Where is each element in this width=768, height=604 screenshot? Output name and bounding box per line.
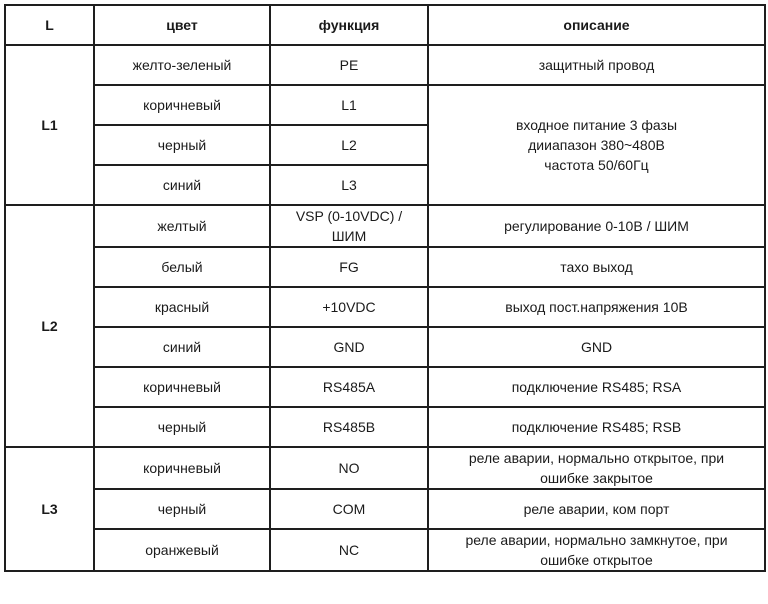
table-row	[5, 45, 765, 85]
table-row	[5, 529, 765, 571]
cell-function: L2	[270, 125, 428, 165]
description-line: дииапазон 380~480В	[528, 137, 665, 153]
cell-description-merged	[428, 85, 765, 205]
cell-description: тахо выход	[428, 247, 765, 287]
function-line: VSP (0-10VDC) /	[295, 208, 403, 224]
table-row	[5, 489, 765, 529]
table-row	[5, 287, 765, 327]
cell-color: желто-зеленый	[94, 45, 270, 85]
cell-function: L1	[270, 85, 428, 125]
cell-description: регулирование 0-10В / ШИМ	[428, 205, 765, 247]
header-row	[5, 5, 765, 45]
cell-color: красный	[94, 287, 270, 327]
cell-description: подключение RS485; RSA	[428, 367, 765, 407]
cell-color: черный	[94, 407, 270, 447]
cell-function: NO	[270, 447, 428, 489]
cell-description: реле аварии, ком порт	[428, 489, 765, 529]
header-color: цвет	[94, 5, 270, 45]
wiring-table	[4, 4, 766, 572]
cell-function: +10VDC	[270, 287, 428, 327]
description-line: ошибке закрытое	[540, 470, 653, 486]
table-row	[5, 407, 765, 447]
cell-function: COM	[270, 489, 428, 529]
header-group: L	[5, 5, 94, 45]
group-label-l2: L2	[5, 205, 94, 447]
description-line: ошибке открытое	[540, 552, 653, 568]
table-row	[5, 447, 765, 489]
header-function: функция	[270, 5, 428, 45]
cell-function: RS485A	[270, 367, 428, 407]
cell-color: синий	[94, 165, 270, 205]
cell-color: желтый	[94, 205, 270, 247]
description-line: частота 50/60Гц	[544, 157, 649, 173]
table-row	[5, 205, 765, 247]
cell-description: GND	[428, 327, 765, 367]
header-description: описание	[428, 5, 765, 45]
description-line: реле аварии, нормально замкнутое, при	[465, 532, 728, 548]
cell-description: защитный провод	[428, 45, 765, 85]
description-line: входное питание 3 фазы	[515, 117, 678, 133]
cell-description	[428, 529, 765, 571]
cell-function: NC	[270, 529, 428, 571]
table-row	[5, 327, 765, 367]
description-line: реле аварии, нормально открытое, при	[468, 450, 725, 466]
cell-function: RS485B	[270, 407, 428, 447]
cell-description: выход пост.напряжения 10В	[428, 287, 765, 327]
cell-function	[270, 205, 428, 247]
cell-color: синий	[94, 327, 270, 367]
table-row	[5, 247, 765, 287]
group-label-l1: L1	[5, 45, 94, 205]
cell-function: GND	[270, 327, 428, 367]
table-row	[5, 85, 765, 125]
table-row	[5, 367, 765, 407]
cell-function: FG	[270, 247, 428, 287]
cell-color: черный	[94, 125, 270, 165]
cell-description: подключение RS485; RSB	[428, 407, 765, 447]
cell-color: белый	[94, 247, 270, 287]
function-line: ШИМ	[331, 228, 367, 244]
cell-description	[428, 447, 765, 489]
cell-color: черный	[94, 489, 270, 529]
group-label-l3: L3	[5, 447, 94, 571]
cell-color: коричневый	[94, 447, 270, 489]
cell-function: PE	[270, 45, 428, 85]
cell-function: L3	[270, 165, 428, 205]
cell-color: оранжевый	[94, 529, 270, 571]
cell-color: коричневый	[94, 367, 270, 407]
cell-color: коричневый	[94, 85, 270, 125]
